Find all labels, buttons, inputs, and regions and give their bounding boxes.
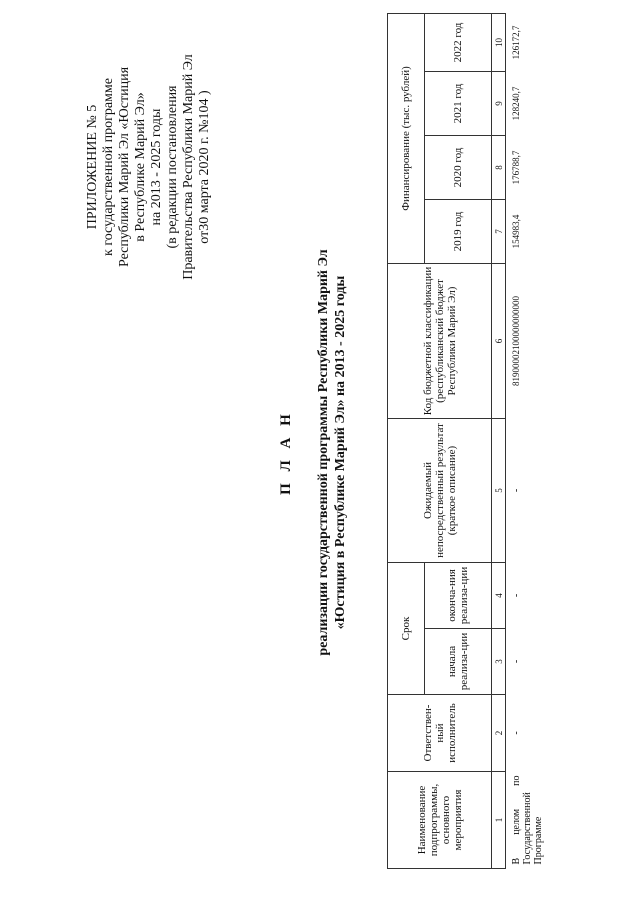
plan-table (387, 13, 552, 869)
header-term-end: оконча-ния реализа-ции (425, 563, 492, 629)
row-name: В целом по Государственной Программе (511, 775, 544, 865)
row-end: - (511, 593, 522, 598)
row-result: - (511, 488, 522, 493)
appendix-line: Правительства Республики Марий Эл (181, 54, 196, 280)
row-2022: 126172,7 (511, 25, 521, 60)
appendix-line: к государственной программе (101, 78, 116, 256)
appendix-line: (в редакции постановления (165, 85, 180, 249)
row-2020: 176788,7 (511, 150, 521, 185)
column-number: 1 (492, 772, 506, 869)
header-term: Срок (388, 563, 425, 695)
column-number-row (492, 13, 506, 868)
appendix-block (85, 17, 213, 317)
header-year-2020: 2020 год (425, 136, 492, 200)
table-row (506, 13, 553, 868)
header-result: Ожидаемый непосредственный результат (краткое описание) (388, 419, 492, 563)
appendix-line: в Республике Марий Эл» (133, 92, 148, 242)
header-year-2021: 2021 год (425, 72, 492, 136)
header-financing: Финансирование (тыс. рублей) (388, 13, 425, 263)
header-executor: Ответствен-ный исполнитель (388, 695, 492, 772)
plan-subtitle (315, 0, 349, 905)
column-number: 3 (492, 629, 506, 695)
appendix-line: на 2013 - 2025 годы (149, 108, 164, 226)
column-number: 5 (492, 419, 506, 563)
header-name: Наименование подпрограммы, основного мероприятия (388, 772, 492, 869)
column-number: 10 (492, 13, 506, 71)
column-number: 7 (492, 200, 506, 264)
header-year-2019: 2019 год (425, 200, 492, 264)
row-2021: 128240,7 (511, 86, 521, 121)
appendix-line: от30 марта 2020 г. №104 ) (197, 90, 212, 244)
row-code: 81900002100000000000 (511, 296, 521, 386)
row-2019: 154983,4 (511, 214, 521, 249)
column-number: 4 (492, 563, 506, 629)
appendix-line: Республики Марий Эл «Юстиция (117, 66, 132, 268)
plan-subtitle-line: «Юстиция в Республике Марий Эл» на 2013 - 2025 годы (333, 275, 348, 630)
appendix-line: ПРИЛОЖЕНИЕ № 5 (85, 104, 100, 230)
column-number: 9 (492, 72, 506, 136)
row-start: - (511, 659, 522, 664)
column-number: 8 (492, 136, 506, 200)
plan-subtitle-line: реализации государственной программы Республики Марий Эл (316, 249, 331, 656)
header-year-2022: 2022 год (425, 13, 492, 71)
column-number: 6 (492, 264, 506, 419)
header-code: Код бюджетной классификации (республиканский бюджет Республики Марий Эл) (388, 264, 492, 419)
header-term-start: начала реализа-ции (425, 629, 492, 695)
plan-title: П Л А Н (278, 410, 294, 495)
row-executor: - (511, 731, 522, 735)
column-number: 2 (492, 695, 506, 772)
table-header-row (388, 13, 425, 868)
